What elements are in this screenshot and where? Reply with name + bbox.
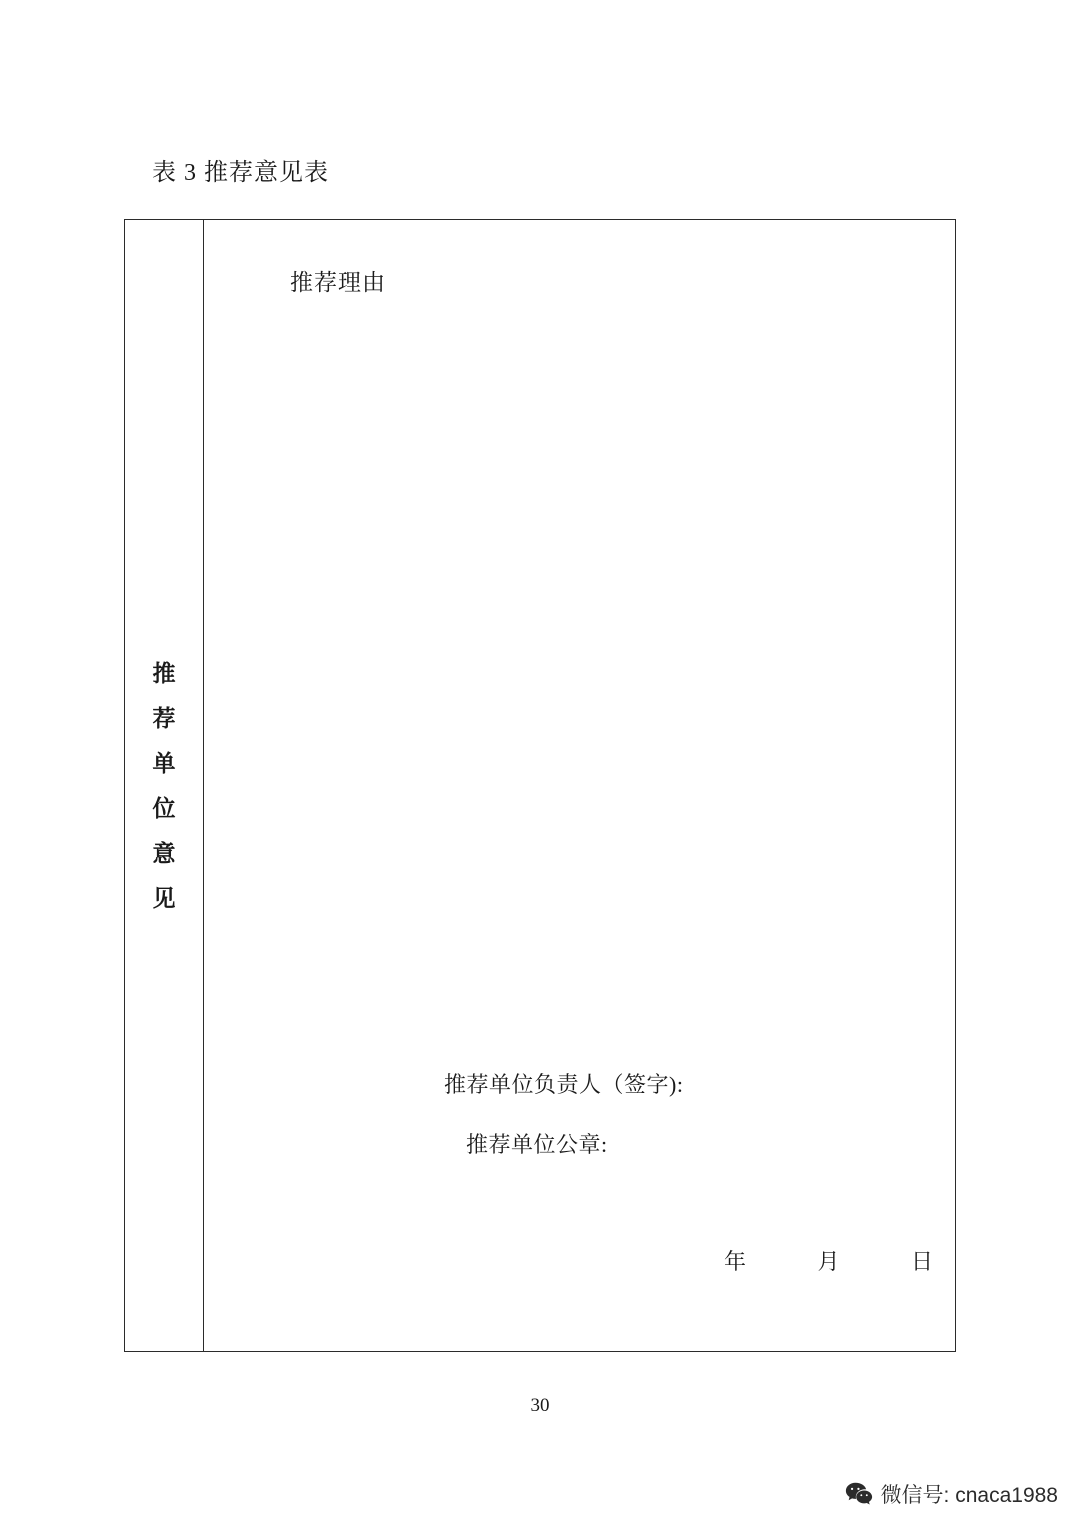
vertical-row-label xyxy=(125,651,203,921)
date-line xyxy=(724,1245,933,1276)
recommendation-opinion-table xyxy=(124,219,956,1352)
row-label-char: 推 xyxy=(152,660,176,686)
date-day-label: 日 xyxy=(911,1249,934,1274)
date-month-label: 月 xyxy=(817,1249,840,1274)
table-row-label-cell xyxy=(125,220,204,1351)
page-title: 表 3 推荐意见表 xyxy=(152,160,329,186)
row-label-char: 位 xyxy=(152,795,176,821)
row-label-char: 见 xyxy=(152,885,176,911)
recommendation-reason-label: 推荐理由 xyxy=(290,270,386,295)
table-content-cell xyxy=(204,220,955,1351)
wechat-footer xyxy=(844,1479,1058,1509)
official-seal-line: 推荐单位公章: xyxy=(466,1132,608,1157)
page-number: 30 xyxy=(530,1395,550,1416)
signature-line: 推荐单位负责人（签字): xyxy=(444,1072,684,1097)
row-label-char: 单 xyxy=(152,750,176,776)
row-label-char: 意 xyxy=(152,840,176,866)
wechat-footer-text: 微信号: cnaca1988 xyxy=(880,1484,1058,1507)
date-year-label: 年 xyxy=(724,1249,747,1274)
row-label-char: 荐 xyxy=(152,705,176,731)
wechat-icon xyxy=(844,1479,874,1509)
